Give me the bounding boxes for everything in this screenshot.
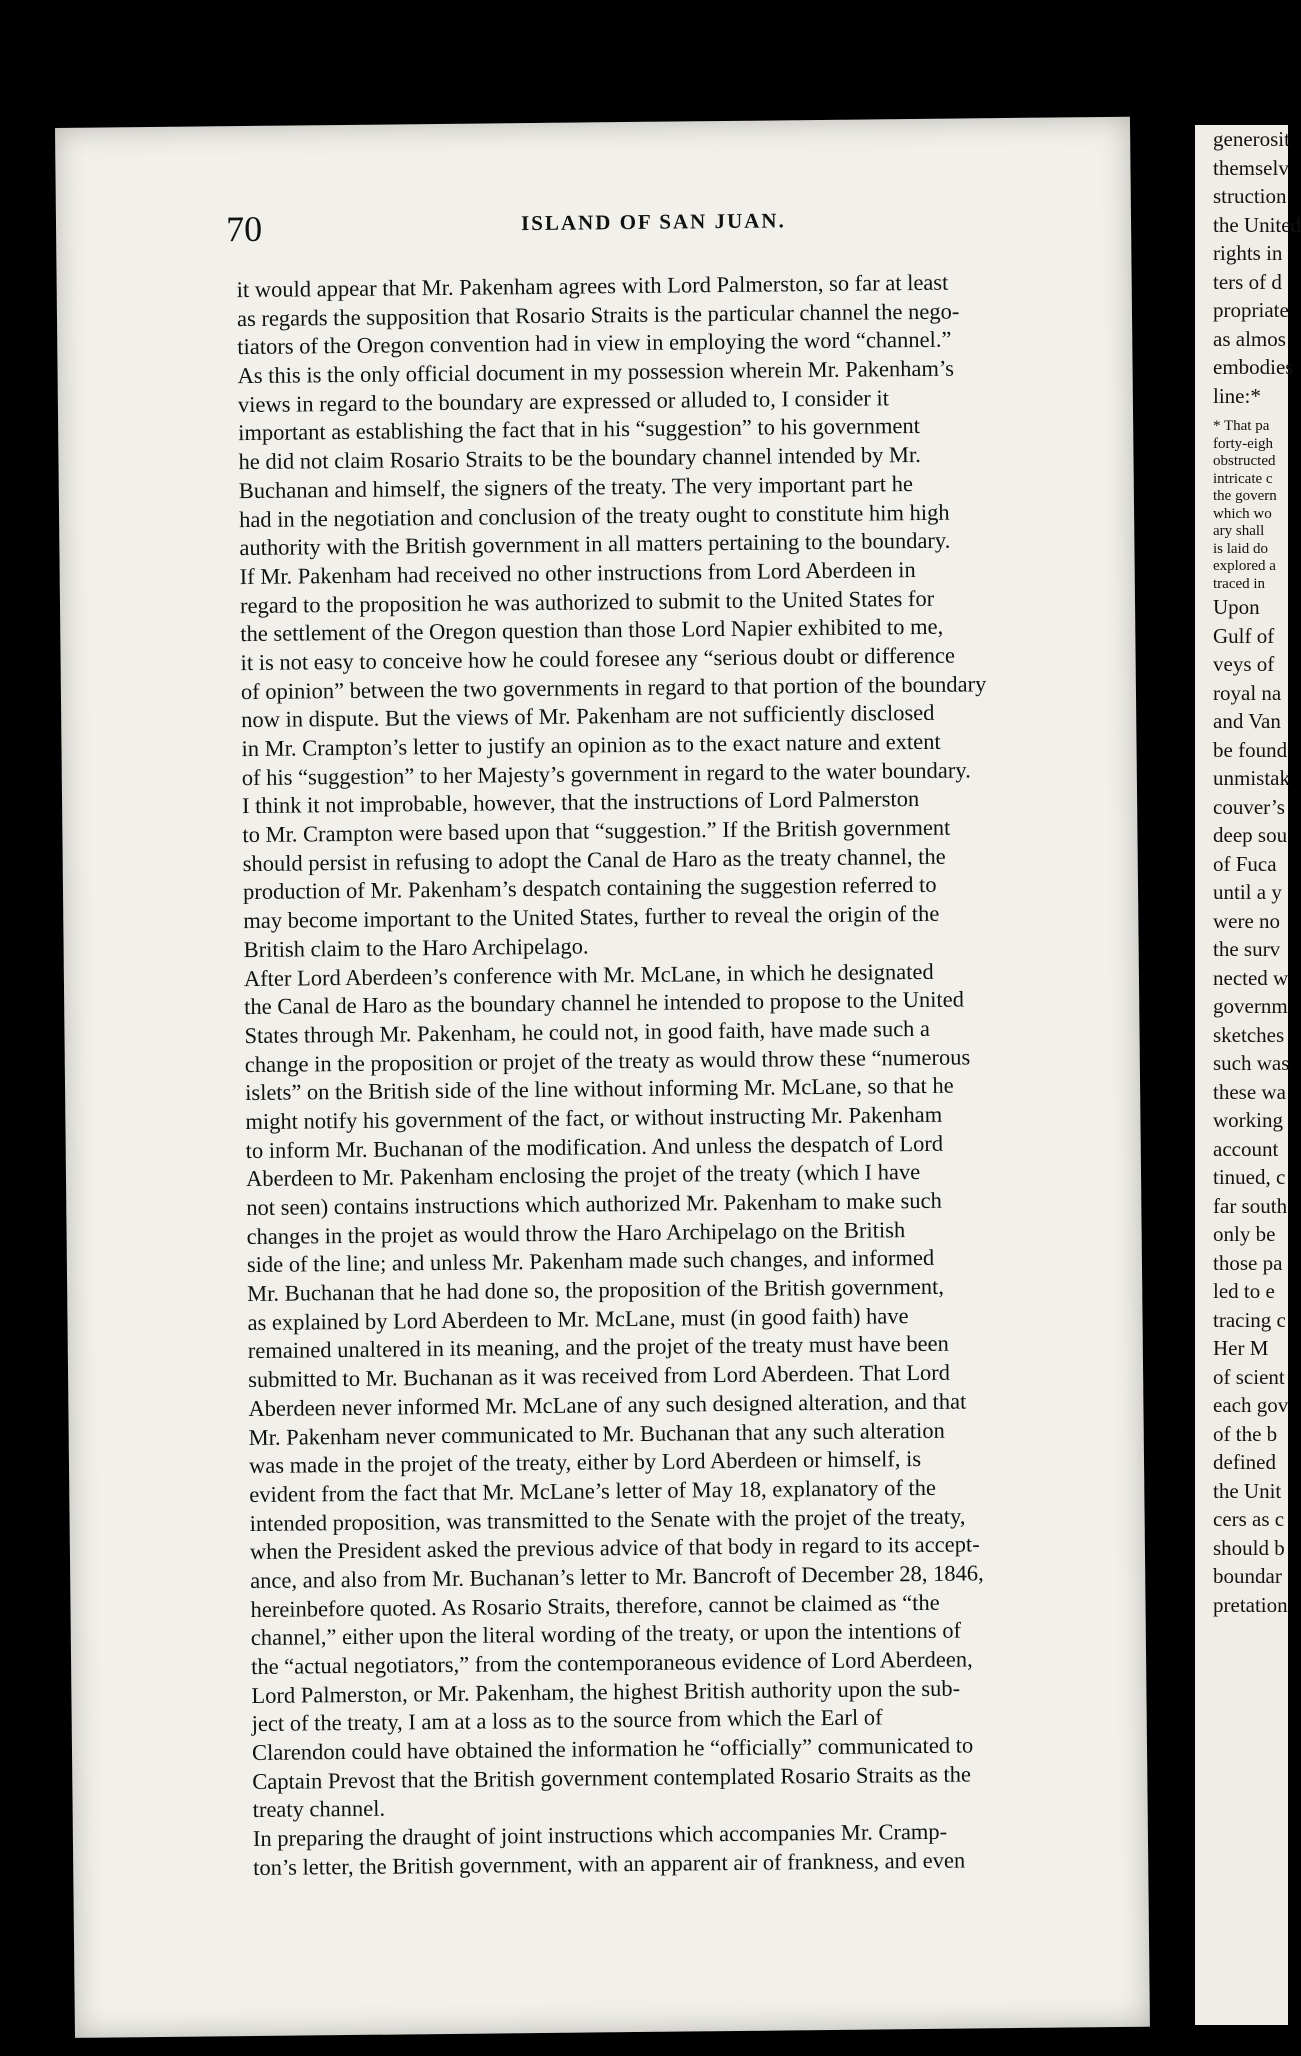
adjacent-page-line: couver’s [1213, 794, 1285, 819]
text-line: should persist in refusing to adopt the Canal de Haro as the treaty channel, the [242, 843, 946, 876]
text-line: In preparing the draught of joint instructions which accompanies Mr. Cramp- [252, 1818, 948, 1852]
adjacent-page-line: should b [1213, 1535, 1285, 1560]
adjacent-page-line: defined [1213, 1450, 1276, 1474]
text-line: to Mr. Crampton were based upon that “suggestion.” If the British government [242, 814, 951, 848]
text-line: ton’s letter, the British government, with an apparent air of frankness, and even [253, 1847, 966, 1880]
text-line: tiators of the Oregon convention had in view in employing the word “channel.” [237, 326, 952, 360]
text-line: regard to the proposition he was authorized to submit to the United States for [239, 585, 935, 618]
adjacent-page-footnote-line: the govern [1213, 488, 1277, 504]
adjacent-page-line: nected w [1213, 965, 1289, 990]
page-header [226, 199, 1127, 268]
adjacent-page-footnote-line: intricate c [1213, 470, 1273, 487]
adjacent-page-line: governm [1213, 994, 1288, 1018]
text-line: authority with the British government in all matters pertaining to the boundary. [239, 527, 951, 561]
adjacent-page-line: those pa [1213, 1250, 1283, 1275]
adjacent-page-line [1195, 410, 1288, 418]
adjacent-page-line: embodies [1213, 355, 1294, 379]
text-line: not seen) contains instructions which authorized Mr. Pakenham to make such [246, 1187, 942, 1221]
adjacent-page-footnote-line: forty-eigh [1213, 435, 1273, 452]
text-line: might notify his government of the fact, or without instructing Mr. Pakenham [245, 1101, 943, 1134]
adjacent-page-line: cers as c [1213, 1507, 1285, 1531]
adjacent-page-line: Her M [1213, 1336, 1269, 1360]
text-line: States through Mr. Pakenham, he could not, in good faith, have made such a [244, 1015, 931, 1048]
text-line: British claim to the Haro Archipelago. [243, 933, 589, 962]
text-line: when the President asked the previous advice of that body in regard to its accept- [249, 1531, 980, 1565]
text-line: treaty channel. [252, 1796, 386, 1823]
adjacent-page-footnote-line: which wo [1213, 505, 1272, 522]
text-line: the “actual negotiators,” from the contemporaneous evidence of Lord Aberdeen, [250, 1646, 973, 1680]
adjacent-page-fragment [1195, 125, 1301, 2025]
text-line: important as establishing the fact that in his “suggestion” to his government [238, 413, 921, 446]
adjacent-page-line: boundar [1213, 1564, 1282, 1588]
text-line: hereinbefore quoted. As Rosario Straits, therefore, cannot be claimed as “the [250, 1589, 940, 1622]
text-line: remained unaltered in its meaning, and the projet of the treaty must have been [247, 1331, 949, 1364]
text-line: of opinion” between the two governments in regard to that portion of the boundary [240, 670, 987, 704]
text-line: intended proposition, was transmitted to the Senate with the projet of the treaty, [249, 1503, 966, 1536]
adjacent-page-line: deep sou [1213, 823, 1288, 847]
adjacent-page-footnote-line: explored a [1213, 558, 1276, 574]
adjacent-page-line: led to e [1213, 1279, 1275, 1303]
text-line: he did not claim Rosario Straits to be the boundary channel intended by Mr. [238, 442, 921, 475]
adjacent-page-line: working [1213, 1108, 1283, 1132]
adjacent-page-line: ters of d [1213, 269, 1282, 294]
text-line: As this is the only official document in my possession wherein Mr. Pakenham’s [237, 355, 955, 389]
text-line: views in regard to the boundary are expressed or alluded to, I consider it [237, 385, 890, 417]
text-line: had in the negotiation and conclusion of the treaty ought to constitute him high [238, 499, 950, 532]
text-line: Aberdeen never informed Mr. McLane of any such designed alteration, and that [248, 1388, 967, 1421]
text-line: it is not easy to conceive how he could foresee any “serious doubt or difference [240, 642, 956, 676]
text-line: may become important to the United States, further to reveal the origin of the [243, 900, 940, 934]
text-line: production of Mr. Pakenham’s despatch containing the suggestion referred to [242, 872, 937, 905]
text-line: Lord Palmerston, or Mr. Pakenham, the highest British authority upon the sub- [251, 1675, 961, 1708]
text-line: evident from the fact that Mr. McLane’s letter of May 18, explanatory of the [249, 1474, 937, 1507]
text-line: of his “suggestion” to her Majesty’s government in regard to the water boundary. [241, 757, 971, 790]
adjacent-page-line: rights in [1213, 241, 1283, 265]
text-line: it would appear that Mr. Pakenham agrees with Lord Palmerston, so far at least [236, 269, 949, 303]
adjacent-page-footnote-line: obstructed [1213, 453, 1276, 469]
text-line: Mr. Pakenham never communicated to Mr. Buchanan that any such alteration [248, 1417, 945, 1450]
adjacent-page-line: of Fuca [1213, 851, 1277, 876]
adjacent-page-footnote-line: * That pa [1213, 418, 1270, 434]
text-line: After Lord Aberdeen’s conference with Mr. McLane, in which he designated [243, 958, 934, 991]
text-line: channel,” either upon the literal wording of the treaty, or upon the intentions of [250, 1617, 962, 1651]
text-line: submitted to Mr. Buchanan as it was received from Lord Aberdeen. That Lord [247, 1359, 951, 1393]
adjacent-page-line: of scient [1213, 1364, 1285, 1389]
page-number: 70 [225, 208, 263, 250]
text-line: side of the line; and unless Mr. Pakenham made such changes, and informed [246, 1245, 935, 1278]
adjacent-page-line: each gov [1213, 1393, 1289, 1417]
text-line: changes in the projet as would throw the Haro Archipelago on the British [246, 1216, 906, 1249]
adjacent-page-line: pretation [1213, 1592, 1288, 1617]
book-page [55, 117, 1150, 2038]
adjacent-page-line: generosit [1213, 127, 1290, 151]
text-line: the settlement of the Oregon question than those Lord Napier exhibited to me, [240, 613, 944, 647]
adjacent-page-line: only be [1213, 1222, 1276, 1246]
text-line: the Canal de Haro as the boundary channel he intended to propose to the United [244, 986, 965, 1020]
adjacent-page-line: of the b [1213, 1421, 1278, 1446]
adjacent-page-line: were no [1213, 908, 1281, 933]
page-gutter [1150, 80, 1195, 2056]
adjacent-page-line: the United [1213, 212, 1301, 237]
text-line: islets” on the British side of the line without informing Mr. McLane, so that he [244, 1072, 954, 1106]
adjacent-page-line: unmistak [1213, 766, 1290, 790]
adjacent-page-line: line:* [1213, 383, 1261, 408]
adjacent-page-line: the surv [1213, 937, 1281, 961]
adjacent-page-line: until a y [1213, 880, 1282, 904]
adjacent-page-footnote-line: ary shall [1213, 523, 1265, 539]
text-line: in Mr. Crampton’s letter to justify an opinion as to the exact nature and extent [241, 728, 941, 762]
adjacent-page-line: such was [1213, 1051, 1290, 1075]
text-line: was made in the projet of the treaty, either by Lord Aberdeen or himself, is [248, 1446, 922, 1479]
adjacent-page-line: royal na [1213, 680, 1282, 705]
adjacent-page-line: propriate [1213, 298, 1289, 322]
text-line: ject of the treaty, I am at a loss as to the source from which the Earl of [251, 1704, 883, 1737]
text-line: Buchanan and himself, the signers of the treaty. The very important part he [238, 470, 914, 503]
text-line: change in the proposition or projet of the treaty as would throw these “numerous [244, 1044, 971, 1077]
adjacent-page-line: as almos [1213, 326, 1286, 351]
text-line: ance, and also from Mr. Buchanan’s letter to Mr. Bancroft of December 28, 1846, [250, 1560, 984, 1593]
text-line: Aberdeen to Mr. Pakenham enclosing the projet of the treaty (which I have [245, 1159, 921, 1192]
adjacent-page-footnote-line: is laid do [1213, 540, 1268, 557]
adjacent-page-line: themselv [1213, 155, 1289, 180]
text-line: as regards the supposition that Rosario Straits is the particular channel the nego- [236, 298, 960, 331]
adjacent-page-line: tinued, c [1213, 1165, 1286, 1189]
adjacent-page-line: struction [1213, 184, 1287, 208]
adjacent-page-line: the Unit [1213, 1478, 1282, 1503]
adjacent-page-footnote-line: traced in [1213, 575, 1266, 592]
text-line: to inform Mr. Buchanan of the modification. And unless the despatch of Lord [245, 1130, 944, 1163]
adjacent-page-line: be found [1213, 737, 1288, 762]
text-line: now in dispute. But the views of Mr. Pakenham are not sufficiently disclosed [241, 700, 935, 733]
adjacent-page-line: these wa [1213, 1079, 1286, 1104]
text-line: If Mr. Pakenham had received no other instructions from Lord Aberdeen in [239, 556, 916, 589]
adjacent-page-line: far south [1213, 1193, 1288, 1218]
adjacent-page-line: Gulf of [1213, 623, 1275, 648]
text-line: Mr. Buchanan that he had done so, the proposition of the British government, [247, 1273, 945, 1307]
text-line: Clarendon could have obtained the information he “officially” communicated to [251, 1732, 974, 1766]
adjacent-page-line: sketches [1213, 1022, 1285, 1047]
running-head: ISLAND OF SAN JUAN. [520, 208, 786, 236]
adjacent-page-line: tracing c [1213, 1307, 1286, 1332]
adjacent-page-line: and Van [1213, 709, 1281, 733]
adjacent-page-line: veys of [1213, 652, 1275, 676]
adjacent-page-line: account [1213, 1136, 1279, 1161]
text-line: Captain Prevost that the British government contemplated Rosario Straits as the [252, 1761, 972, 1794]
text-line: I think it not improbable, however, that the instructions of Lord Palmerston [241, 786, 920, 819]
text-line: as explained by Lord Aberdeen to Mr. McLane, must (in good faith) have [247, 1302, 909, 1335]
body-text [237, 267, 1154, 1883]
adjacent-page-line: Upon [1213, 595, 1260, 619]
